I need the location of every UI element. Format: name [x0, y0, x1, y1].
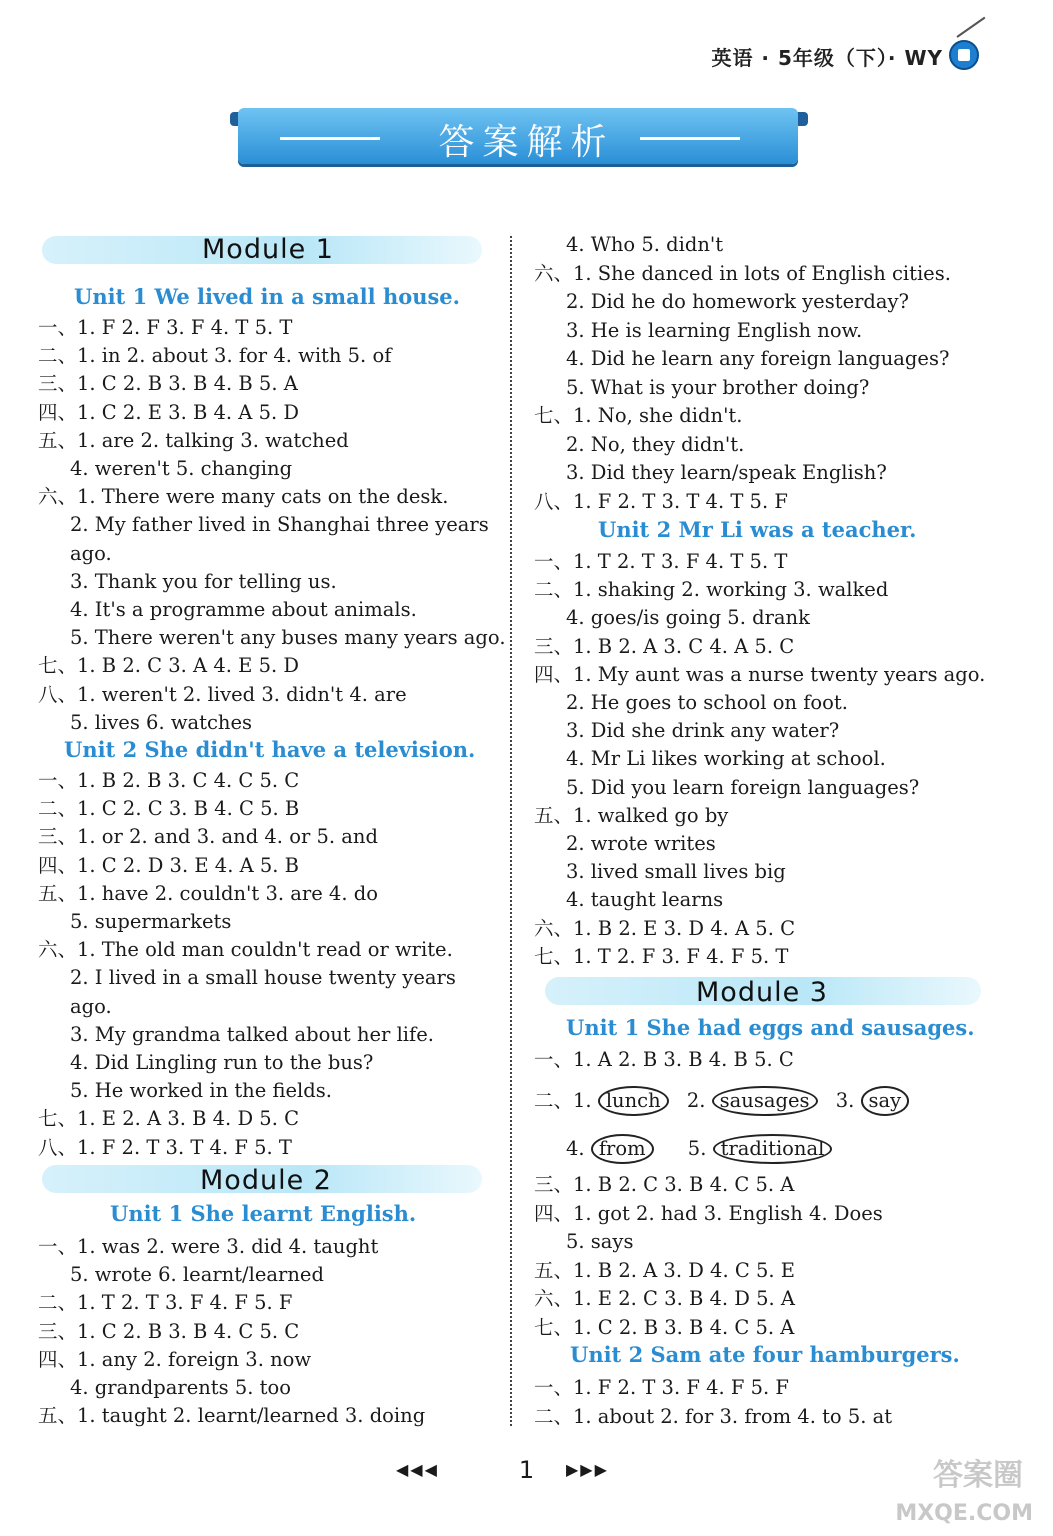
circled-word: from [591, 1134, 654, 1164]
answer-line: 5. supermarkets [70, 910, 232, 933]
decorative-slash [956, 17, 985, 38]
circled-word: lunch [598, 1086, 669, 1116]
answer-line: 一、1. F 2. F 3. F 4. T 5. T [38, 316, 293, 339]
module-title: Module 1 [202, 234, 334, 265]
answer-line: 3. lived small lives big [566, 860, 786, 884]
answer-line: 三、1. or 2. and 3. and 4. or 5. and [38, 825, 378, 849]
answer-line: 七、1. No, she didn't. [534, 404, 743, 427]
answer-line: 4. weren't 5. changing [70, 457, 293, 480]
answer-line: 5. He worked in the fields. [70, 1079, 332, 1103]
page-number: 1 [518, 1456, 535, 1484]
answer-line: ago. [70, 541, 112, 565]
answer-line: 5. says [566, 1230, 634, 1253]
answer-line: 六、1. E 2. C 3. B 4. D 5. A [534, 1287, 796, 1310]
answer-line: 4. Who 5. didn't [566, 233, 724, 256]
module-title: Module 2 [200, 1165, 332, 1196]
module-title: Module 3 [696, 977, 828, 1008]
answer-line: 八、1. F 2. T 3. T 4. T 5. F [534, 489, 788, 513]
unit-heading: Unit 1 She learnt English. [110, 1201, 417, 1226]
page-title: 答案解析 [438, 122, 615, 163]
answer-line: 五、1. taught 2. learnt/learned 3. doing [38, 1404, 426, 1428]
answer-line: 七、1. C 2. B 3. B 4. C 5. A [534, 1315, 795, 1339]
answer-line: 三、1. B 2. C 3. B 4. C 5. A [534, 1173, 795, 1196]
answer-line: 5. Did you learn foreign languages? [566, 775, 920, 799]
answer-line: 一、1. F 2. T 3. F 4. F 5. F [534, 1376, 789, 1399]
item-number: 5. [687, 1137, 707, 1160]
answer-line: 一、1. T 2. T 3. F 4. T 5. T [534, 550, 788, 573]
answer-line: 四、1. C 2. D 3. E 4. A 5. B [38, 853, 300, 877]
answer-line: 三、1. C 2. B 3. B 4. C 5. C [38, 1319, 300, 1343]
answer-line: 2. I lived in a small house twenty years [70, 966, 456, 990]
unit-heading: Unit 2 She didn't have a television. [64, 737, 476, 762]
answer-line: 五、1. are 2. talking 3. watched [38, 428, 349, 452]
answer-line: 4. It's a programme about animals. [70, 598, 417, 621]
answer-line: 5. wrote 6. learnt/learned [70, 1263, 324, 1287]
answer-line: 五、1. B 2. A 3. D 4. C 5. E [534, 1258, 796, 1282]
answer-line: 3. Thank you for telling us. [70, 569, 337, 593]
answer-line: 四、1. C 2. E 3. B 4. A 5. D [38, 400, 300, 424]
header-label: 英语 · 5年级（下）· WY [711, 46, 943, 70]
answer-line: 4. goes/is going 5. drank [566, 606, 810, 630]
answer-line: 八、1. F 2. T 3. T 4. F 5. T [38, 1135, 292, 1159]
answer-line: 二、1. T 2. T 3. F 4. F 5. F [38, 1291, 293, 1315]
answer-line: 七、1. B 2. C 3. A 4. E 5. D [38, 654, 300, 678]
watermark-url: MXQE.COM [895, 1501, 1033, 1526]
next-arrows-icon: ▶▶▶ [566, 1460, 609, 1479]
circled-answers-row-2 [566, 1134, 832, 1164]
answer-line: 六、1. There were many cats on the desk. [38, 485, 449, 509]
answer-line: 三、1. C 2. B 3. B 4. B 5. A [38, 372, 298, 396]
answer-line: 4. taught learns [566, 888, 724, 912]
answer-line: 二、1. in 2. about 3. for 4. with 5. of [38, 344, 392, 368]
unit-heading: Unit 2 Sam ate four hamburgers. [570, 1342, 960, 1367]
answer-line: 四、1. any 2. foreign 3. now [38, 1347, 312, 1371]
answer-line: 2. He goes to school on foot. [566, 691, 848, 714]
answer-line: 二、1. about 2. for 3. from 4. to 5. at [534, 1404, 893, 1428]
answer-line: 2. Did he do homework yesterday? [566, 290, 910, 313]
answer-line: 二、1. C 2. C 3. B 4. C 5. B [38, 797, 300, 821]
unit-heading: Unit 1 She had eggs and sausages. [566, 1015, 975, 1040]
book-badge-icon [949, 40, 979, 70]
answer-line: 3. He is learning English now. [566, 318, 863, 342]
answer-line: 六、1. She danced in lots of English cities. [534, 261, 951, 285]
circled-word: traditional [713, 1134, 833, 1164]
item-number: 4. [566, 1137, 585, 1160]
item-number: 2. [686, 1089, 706, 1112]
answer-line: 5. There weren't any buses many years ago. [70, 626, 506, 650]
circled-word: sausages [712, 1086, 818, 1116]
answer-line: 4. Mr Li likes working at school. [566, 747, 886, 771]
unit-heading: Unit 1 We lived in a small house. [74, 284, 460, 309]
answer-line: 五、1. walked go by [534, 803, 729, 827]
answer-line: 二、1. shaking 2. working 3. walked [534, 578, 889, 602]
answer-line: 七、1. E 2. A 3. B 4. D 5. C [38, 1107, 300, 1131]
answer-line: 2. My father lived in Shanghai three years [70, 513, 489, 537]
circled-answers-row-1 [534, 1086, 909, 1116]
answer-line: 2. wrote writes [566, 832, 716, 855]
answer-line: 三、1. B 2. A 3. C 4. A 5. C [534, 634, 795, 658]
answer-line: 六、1. B 2. E 3. D 4. A 5. C [534, 916, 796, 940]
circled-word: say [861, 1086, 910, 1116]
answer-line: 3. Did they learn/speak English? [566, 461, 887, 484]
answer-line: 六、1. The old man couldn't read or write. [38, 938, 453, 962]
answer-line: 一、1. A 2. B 3. B 4. B 5. C [534, 1048, 794, 1071]
prev-arrows-icon: ◀◀◀ [396, 1460, 439, 1479]
watermark-logo: 答案圈 [933, 1458, 1023, 1493]
answer-line: 一、1. was 2. were 3. did 4. taught [38, 1235, 379, 1258]
answer-line: 5. lives 6. watches [70, 710, 253, 734]
answer-line: 4. Did Lingling run to the bus? [70, 1051, 374, 1074]
column-divider [510, 236, 513, 1426]
answer-line: 五、1. have 2. couldn't 3. are 4. do [38, 881, 378, 905]
answer-line: 2. No, they didn't. [566, 432, 745, 456]
answer-line: 5. What is your brother doing? [566, 375, 870, 399]
answer-line: 4. grandparents 5. too [70, 1376, 291, 1399]
answer-line: ago. [70, 994, 112, 1018]
unit-heading: Unit 2 Mr Li was a teacher. [598, 517, 917, 542]
answer-line: 八、1. weren't 2. lived 3. didn't 4. are [38, 682, 407, 706]
answer-line: 四、1. got 2. had 3. English 4. Does [534, 1201, 883, 1225]
answer-line: 3. Did she drink any water? [566, 719, 840, 743]
item-number: 3. [835, 1089, 855, 1112]
answer-line: 四、1. My aunt was a nurse twenty years ago. [534, 662, 986, 686]
item-number: 二、1. [534, 1089, 592, 1112]
answer-line: 一、1. B 2. B 3. C 4. C 5. C [38, 769, 300, 792]
answer-line: 4. Did he learn any foreign languages? [566, 347, 950, 370]
answer-line: 七、1. T 2. F 3. F 4. F 5. T [534, 944, 789, 968]
answer-line: 3. My grandma talked about her life. [70, 1022, 434, 1046]
